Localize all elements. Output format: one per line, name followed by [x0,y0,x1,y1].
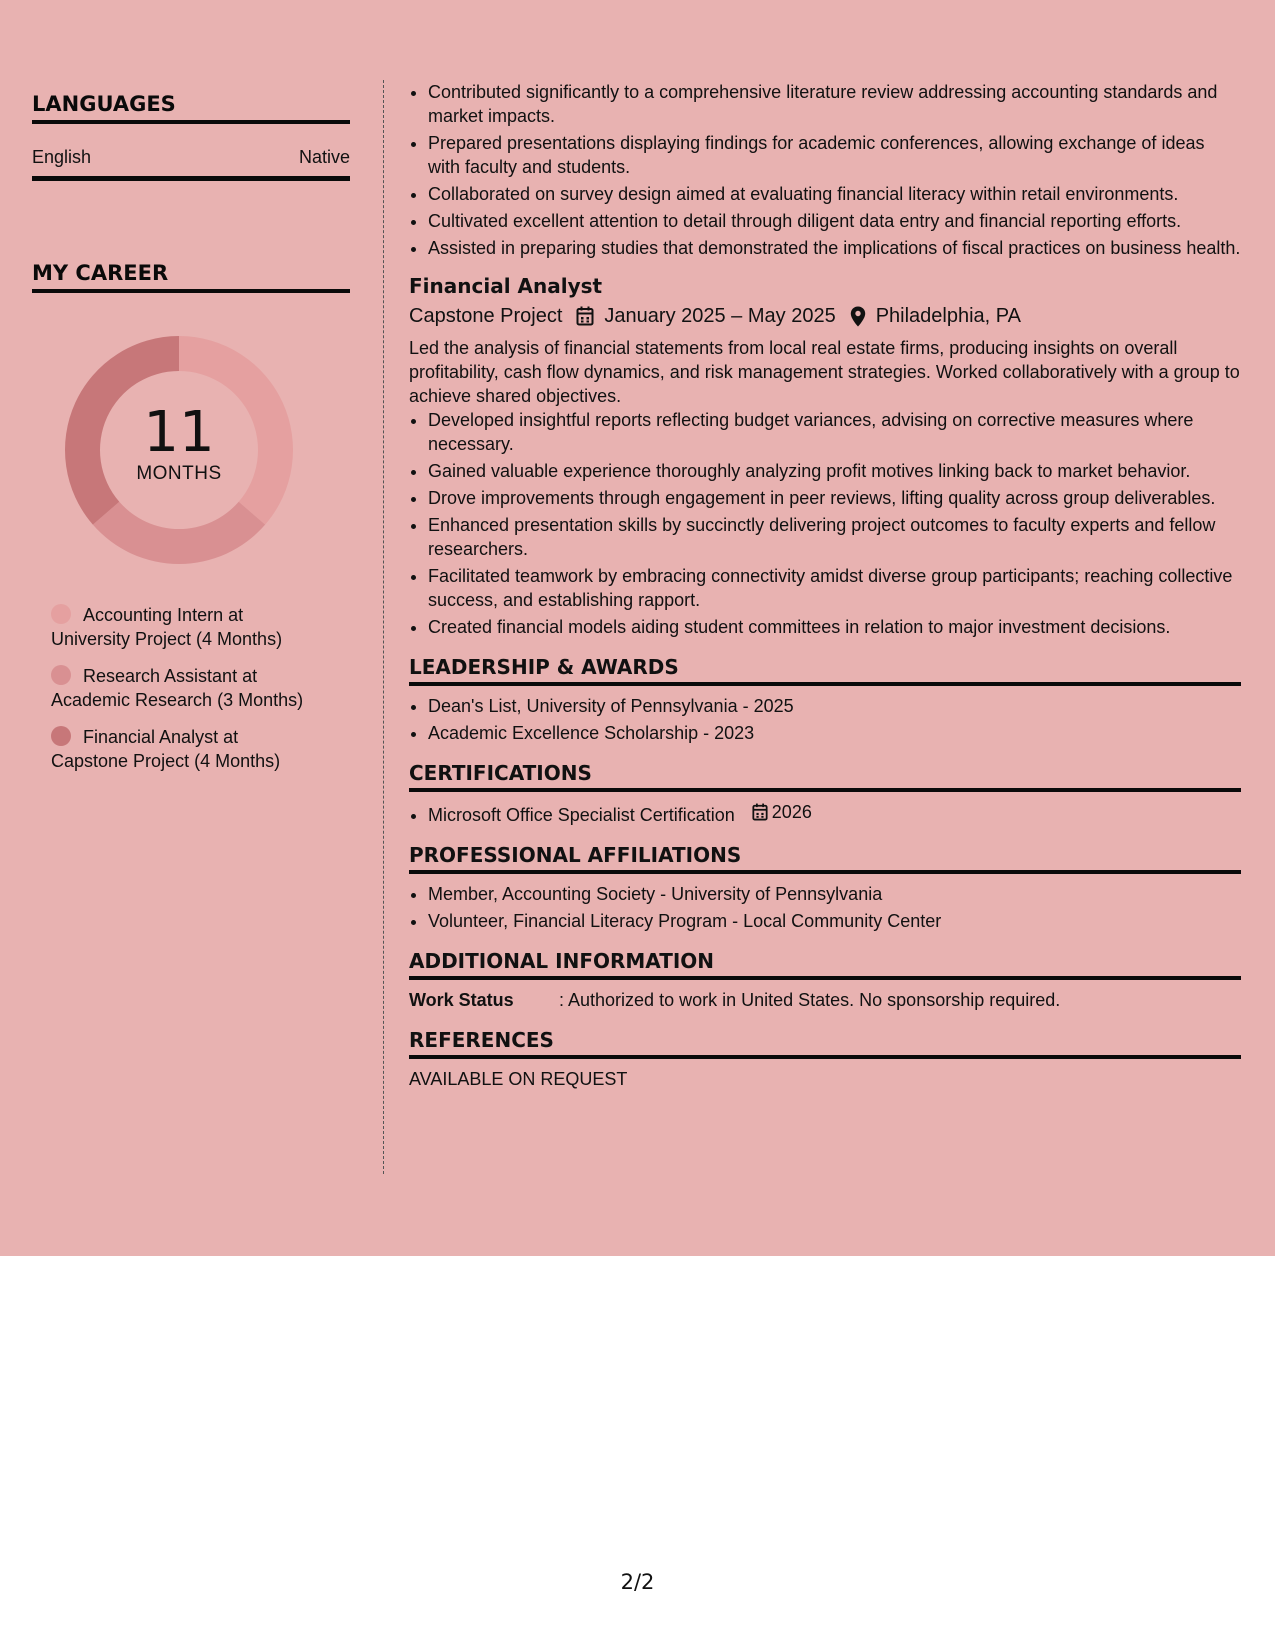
work-status-label: Work Status [409,990,514,1010]
bullet-item: • Gained valuable experience thoroughly analyzing profit motives linking back to market behavior. [428,459,1241,483]
sidebar [32,92,350,786]
previous-job-bullets [409,80,1241,260]
legend-role: Financial Analyst at [83,727,239,747]
language-level: Native [298,147,350,167]
career-total-unit: MONTHS [136,463,222,484]
bullet-item: • Created financial models aiding student committees in relation to major investment decisions. [428,615,1241,639]
bullet-item: • Assisted in preparing studies that demonstrated the implications of fiscal practices on business health. [428,236,1241,260]
languages-heading: LANGUAGES [32,92,350,124]
legend-dot [51,604,71,624]
affiliations-heading: PROFESSIONAL AFFILIATIONS [409,843,1241,874]
calendar-icon [752,803,768,821]
legend-dot [51,665,71,685]
career-total-value: 11 [143,400,215,465]
certification-date [752,800,812,824]
calendar-icon [576,306,594,326]
certifications-list [409,800,1241,827]
job-bullets [409,408,1241,639]
job-title: Financial Analyst [409,274,603,298]
legend-role: Research Assistant at [83,666,258,686]
map-pin-icon [850,306,866,327]
work-status-value: : Authorized to work in United States. No sponsorship required. [559,990,1061,1010]
language-row [32,124,350,181]
bullet-item: • Prepared presentations displaying findings for academic conferences, allowing exchange of ideas with faculty and students. [428,131,1241,179]
bullet-item: • Developed insightful reports reflecting budget variances, advising on corrective measures where necessary. [428,408,1241,456]
job-location: Philadelphia, PA [875,305,1021,327]
donut-slice-1 [93,502,265,564]
award-item: • Academic Excellence Scholarship - 2023 [428,721,1241,745]
legend-detail: University Project (4 Months) [51,629,283,649]
awards-heading: LEADERSHIP & AWARDS [409,655,1241,686]
bullet-item: • Drove improvements through engagement in peer reviews, lifting quality across group deliverables. [428,486,1241,510]
legend-item [51,725,350,773]
certification-item [428,800,1241,827]
references-text: AVAILABLE ON REQUEST [409,1069,628,1089]
donut-center [64,400,294,485]
certifications-heading: CERTIFICATIONS [409,761,1241,792]
affiliation-item: • Member, Accounting Society - University of Pennsylvania [428,882,1241,906]
job-dates: January 2025 – May 2025 [604,305,836,327]
career-donut-chart [64,335,294,565]
bullet-item: • Contributed significantly to a comprehensive literature review addressing accounting standards and market impacts. [428,80,1241,128]
career-legend [51,603,350,773]
bullet-item: • Facilitated teamwork by embracing connectivity amidst diverse group participants; reaching collective success, and establishing rapport. [428,564,1241,612]
legend-detail: Academic Research (3 Months) [51,690,304,710]
career-heading: MY CAREER [32,261,350,293]
work-status-row [409,988,1241,1012]
language-name: English [32,147,92,167]
main-column [409,80,1241,1091]
column-divider [383,80,384,1174]
job-summary: Led the analysis of financial statements from local real estate firms, producing insights on overall profitability, cash flow dynamics, and risk management strategies. Worked collaboratively with a group to achieve shared objectives. [409,338,1240,406]
awards-list [409,694,1241,745]
legend-item [51,664,350,712]
legend-role: Accounting Intern at [83,605,244,625]
award-item: • Dean's List, University of Pennsylvania - 2025 [428,694,1241,718]
additional-info-heading: ADDITIONAL INFORMATION [409,949,1241,980]
job-company: Capstone Project [409,305,563,327]
job-meta [409,304,1241,328]
legend-dot [51,726,71,746]
legend-detail: Capstone Project (4 Months) [51,751,281,771]
page-number: 2/2 [620,1570,655,1594]
references-heading: REFERENCES [409,1028,1241,1059]
affiliation-item: • Volunteer, Financial Literacy Program - Local Community Center [428,909,1241,933]
bullet-item: • Collaborated on survey design aimed at evaluating financial literacy within retail environments. [428,182,1241,206]
certification-name: Microsoft Office Specialist Certification [428,805,735,825]
bullet-item: • Enhanced presentation skills by succinctly delivering project outcomes to faculty experts and fellow researchers. [428,513,1241,561]
legend-item [51,603,350,651]
bullet-item: • Cultivated excellent attention to detail through diligent data entry and financial reporting efforts. [428,209,1241,233]
affiliations-list [409,882,1241,933]
certification-year: 2026 [771,802,812,822]
